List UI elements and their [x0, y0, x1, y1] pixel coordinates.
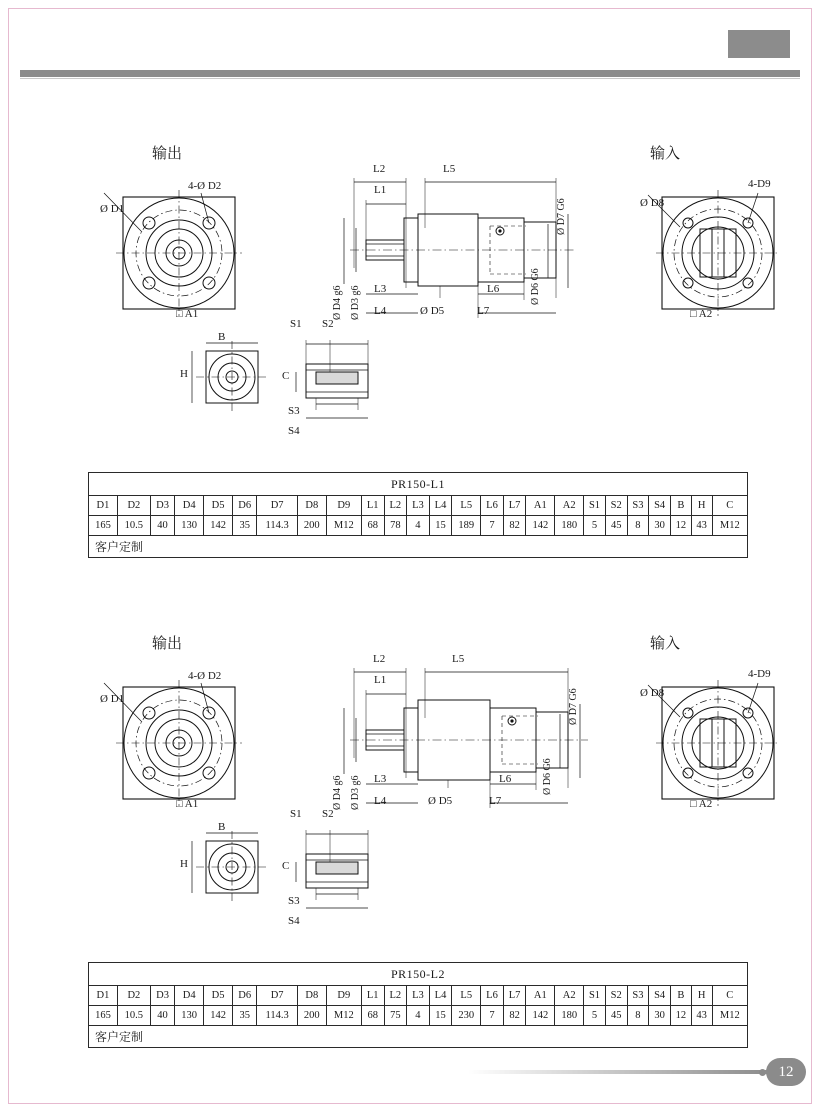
spec-table-header-cell: D2	[117, 496, 150, 516]
spec-table-value-cell: 40	[150, 516, 174, 536]
spec-table-header-cell: D7	[257, 986, 297, 1006]
spec-table-value-row	[89, 1006, 748, 1026]
a2-label: □ A2	[690, 308, 713, 320]
shaft-end-view	[182, 335, 292, 425]
spec-table-value-cell: 30	[649, 516, 671, 536]
a2-label: □ A2	[690, 798, 713, 810]
spec-table-header-cell: L7	[503, 986, 526, 1006]
spec-table-header-cell: D5	[204, 496, 233, 516]
spec-table-value-cell: 4	[407, 1006, 430, 1026]
spec-table-value-cell: 35	[233, 1006, 257, 1026]
d4-label: Ø D4 g6	[332, 775, 343, 810]
spec-table-value-cell: 43	[691, 516, 712, 536]
b-label: B	[218, 331, 226, 343]
spec-table-value-cell: 200	[297, 1006, 326, 1026]
spec-table-value-cell: 75	[384, 1006, 407, 1026]
spec-table-value-cell: 5	[584, 516, 606, 536]
spec-table-value-cell: 189	[452, 516, 481, 536]
d7-label: Ø D7 G6	[556, 198, 567, 235]
d4-label: Ø D4 g6	[332, 285, 343, 320]
d1-label: Ø D1	[100, 203, 125, 215]
b-label: B	[218, 821, 226, 833]
spec-table-header-cell: C	[712, 496, 747, 516]
spec-table-title: PR150-L2	[89, 963, 748, 986]
d5-label: Ø D5	[428, 795, 453, 807]
drawing-pr150-l2	[0, 610, 820, 940]
drawing-pr150-l1	[0, 120, 820, 450]
d7-label: Ø D7 G6	[568, 688, 579, 725]
spec-table-header-cell: D9	[326, 986, 361, 1006]
input-face-view	[640, 185, 820, 325]
header-tab	[728, 30, 790, 58]
spec-table-value-cell: 8	[627, 516, 649, 536]
spec-table-header-cell: B	[670, 496, 691, 516]
spec-table-header-cell: D8	[297, 986, 326, 1006]
output-face-view	[96, 185, 296, 325]
header-rule	[20, 70, 800, 77]
l2-label: L2	[373, 163, 386, 175]
spec-table-value-cell: 7	[481, 516, 504, 536]
spec-table-note: 客户定制	[89, 1026, 748, 1048]
input-label: 输入	[650, 634, 681, 652]
spec-table-header-cell: L2	[384, 986, 407, 1006]
spec-table-header-cell: L3	[407, 496, 430, 516]
spec-table-header-cell: S4	[649, 496, 671, 516]
spec-table-wrap-l1	[88, 472, 748, 558]
spec-table-value-cell: 40	[150, 1006, 174, 1026]
spec-table-value-cell: 10.5	[117, 1006, 150, 1026]
spec-table-header-cell: D7	[257, 496, 297, 516]
spec-table-value-cell: 7	[481, 1006, 504, 1026]
spec-table-value-cell: 180	[555, 1006, 584, 1026]
spec-table-value-cell: M12	[712, 1006, 747, 1026]
input-label: 输入	[650, 144, 681, 162]
spec-table-header-cell: H	[691, 986, 712, 1006]
spec-table-value-cell: 15	[429, 516, 452, 536]
input-face-view	[640, 675, 820, 815]
spec-table-note-row	[89, 536, 748, 558]
spec-table-header-cell: S2	[605, 986, 627, 1006]
s2-label: S2	[322, 808, 334, 820]
footer-dot	[759, 1069, 766, 1076]
d8-label: Ø D8	[640, 687, 665, 699]
l3-label: L3	[374, 283, 387, 295]
spec-table-value-cell: 43	[691, 1006, 712, 1026]
d9-label: 4-D9	[748, 178, 771, 190]
h-label: H	[180, 368, 188, 380]
spec-table-header-cell: D2	[117, 986, 150, 1006]
spec-table-l1	[88, 472, 748, 558]
spec-table-title-row	[89, 963, 748, 986]
page-number: 12	[766, 1058, 806, 1086]
l5-label: L5	[443, 163, 456, 175]
d6-label: Ø D6 G6	[542, 758, 553, 795]
l5-label: L5	[452, 653, 465, 665]
d1-label: Ø D1	[100, 693, 125, 705]
d3-label: Ø D3 g6	[350, 285, 361, 320]
c-label: C	[282, 370, 290, 382]
spec-table-value-cell: 200	[297, 516, 326, 536]
l6-label: L6	[499, 773, 512, 785]
spec-table-value-cell: 142	[526, 1006, 555, 1026]
l4-label: L4	[374, 795, 387, 807]
spec-table-header-cell: S3	[627, 986, 649, 1006]
spec-table-title-row	[89, 473, 748, 496]
h-label: H	[180, 858, 188, 870]
spec-table-value-cell: 114.3	[257, 1006, 297, 1026]
spec-table-header-cell: B	[670, 986, 691, 1006]
spec-table-header-cell: L1	[361, 986, 384, 1006]
l7-label: L7	[489, 795, 502, 807]
output-label: 输出	[152, 144, 183, 162]
spec-table-value-cell: 180	[555, 516, 584, 536]
spec-table-header-cell: L5	[452, 496, 481, 516]
spec-table-value-cell: 142	[526, 516, 555, 536]
spec-table-value-cell: 78	[384, 516, 407, 536]
spec-table-header-cell: A1	[526, 986, 555, 1006]
spec-table-header-cell: D6	[233, 496, 257, 516]
s1-label: S1	[290, 318, 302, 330]
spec-table-value-cell: M12	[326, 1006, 361, 1026]
spec-table-header-cell: A2	[555, 496, 584, 516]
spec-table-value-cell: 15	[429, 1006, 452, 1026]
spec-table-header-cell: L6	[481, 986, 504, 1006]
spec-table-header-cell: L4	[429, 986, 452, 1006]
a1-label: □ A1	[176, 308, 199, 320]
spec-table-header-cell: L4	[429, 496, 452, 516]
spec-table-value-cell: 45	[605, 516, 627, 536]
spec-table-value-cell: 165	[89, 516, 118, 536]
spec-table-value-cell: 35	[233, 516, 257, 536]
spec-table-header-cell: D5	[204, 986, 233, 1006]
spec-table-header-cell: L5	[452, 986, 481, 1006]
d6-label: Ø D6 G6	[530, 268, 541, 305]
spec-table-value-cell: 4	[407, 516, 430, 536]
l7-label: L7	[477, 305, 490, 317]
spec-table-value-cell: 142	[204, 1006, 233, 1026]
spec-table-header-cell: D8	[297, 496, 326, 516]
spec-table-header-cell: L2	[384, 496, 407, 516]
l1-label: L1	[374, 674, 387, 686]
s3-label: S3	[288, 405, 300, 417]
footer-bar	[468, 1070, 768, 1074]
spec-table-header-cell: S4	[649, 986, 671, 1006]
spec-table-header-cell: D4	[175, 496, 204, 516]
spec-table-header-cell: L7	[503, 496, 526, 516]
l6-label: L6	[487, 283, 500, 295]
d2-label: 4-Ø D2	[188, 180, 222, 192]
d8-label: Ø D8	[640, 197, 665, 209]
spec-table-header-cell: D1	[89, 496, 118, 516]
spec-table-header-cell: S2	[605, 496, 627, 516]
d3-label: Ø D3 g6	[350, 775, 361, 810]
spec-table-header-cell: D4	[175, 986, 204, 1006]
spec-table-header-cell: A2	[555, 986, 584, 1006]
spec-table-header-row	[89, 986, 748, 1006]
spec-table-value-cell: 230	[452, 1006, 481, 1026]
s1-label: S1	[290, 808, 302, 820]
spec-table-value-cell: 114.3	[257, 516, 297, 536]
spec-table-title: PR150-L1	[89, 473, 748, 496]
l3-label: L3	[374, 773, 387, 785]
spec-table-header-cell: S1	[584, 496, 606, 516]
output-label: 输出	[152, 634, 183, 652]
spec-table-value-cell: 5	[584, 1006, 606, 1026]
spec-table-header-cell: L1	[361, 496, 384, 516]
d5-label: Ø D5	[420, 305, 445, 317]
spec-table-value-cell: 82	[503, 1006, 526, 1026]
spec-table-wrap-l2	[88, 962, 748, 1048]
spec-table-header-cell: H	[691, 496, 712, 516]
spec-table-value-cell: 130	[175, 516, 204, 536]
spec-table-header-cell: A1	[526, 496, 555, 516]
d9-label: 4-D9	[748, 668, 771, 680]
spec-table-note-row	[89, 1026, 748, 1048]
spec-table-value-cell: 10.5	[117, 516, 150, 536]
l4-label: L4	[374, 305, 387, 317]
spec-table-value-cell: 82	[503, 516, 526, 536]
output-face-view	[96, 675, 296, 815]
spec-table-header-cell: C	[712, 986, 747, 1006]
shaft-end-view	[182, 825, 292, 915]
section-pr150-l2	[0, 610, 820, 1044]
spec-table-value-cell: 30	[649, 1006, 671, 1026]
spec-table-value-cell: 8	[627, 1006, 649, 1026]
spec-table-value-cell: M12	[326, 516, 361, 536]
spec-table-header-cell: D9	[326, 496, 361, 516]
spec-table-header-cell: S1	[584, 986, 606, 1006]
spec-table-header-cell: D3	[150, 986, 174, 1006]
spec-table-header-cell: S3	[627, 496, 649, 516]
spec-table-value-cell: M12	[712, 516, 747, 536]
spec-table-header-cell: L3	[407, 986, 430, 1006]
c-label: C	[282, 860, 290, 872]
header-rule-thin	[20, 78, 800, 79]
l1-label: L1	[374, 184, 387, 196]
spec-table-l2	[88, 962, 748, 1048]
d2-label: 4-Ø D2	[188, 670, 222, 682]
spec-table-value-cell: 130	[175, 1006, 204, 1026]
spec-table-value-row	[89, 516, 748, 536]
s4-label: S4	[288, 425, 300, 437]
spec-table-value-cell: 68	[361, 516, 384, 536]
spec-table-value-cell: 165	[89, 1006, 118, 1026]
keyway-detail-view	[288, 822, 408, 922]
spec-table-header-cell: D3	[150, 496, 174, 516]
l2-label: L2	[373, 653, 386, 665]
spec-table-header-cell: D6	[233, 986, 257, 1006]
spec-table-value-cell: 142	[204, 516, 233, 536]
s2-label: S2	[322, 318, 334, 330]
s4-label: S4	[288, 915, 300, 927]
a1-label: □ A1	[176, 798, 199, 810]
spec-table-header-row	[89, 496, 748, 516]
keyway-detail-view	[288, 332, 408, 432]
section-pr150-l1	[0, 120, 820, 554]
spec-table-value-cell: 12	[670, 1006, 691, 1026]
s3-label: S3	[288, 895, 300, 907]
spec-table-header-cell: D1	[89, 986, 118, 1006]
spec-table-note: 客户定制	[89, 536, 748, 558]
spec-table-value-cell: 45	[605, 1006, 627, 1026]
spec-table-value-cell: 68	[361, 1006, 384, 1026]
spec-table-header-cell: L6	[481, 496, 504, 516]
spec-table-value-cell: 12	[670, 516, 691, 536]
